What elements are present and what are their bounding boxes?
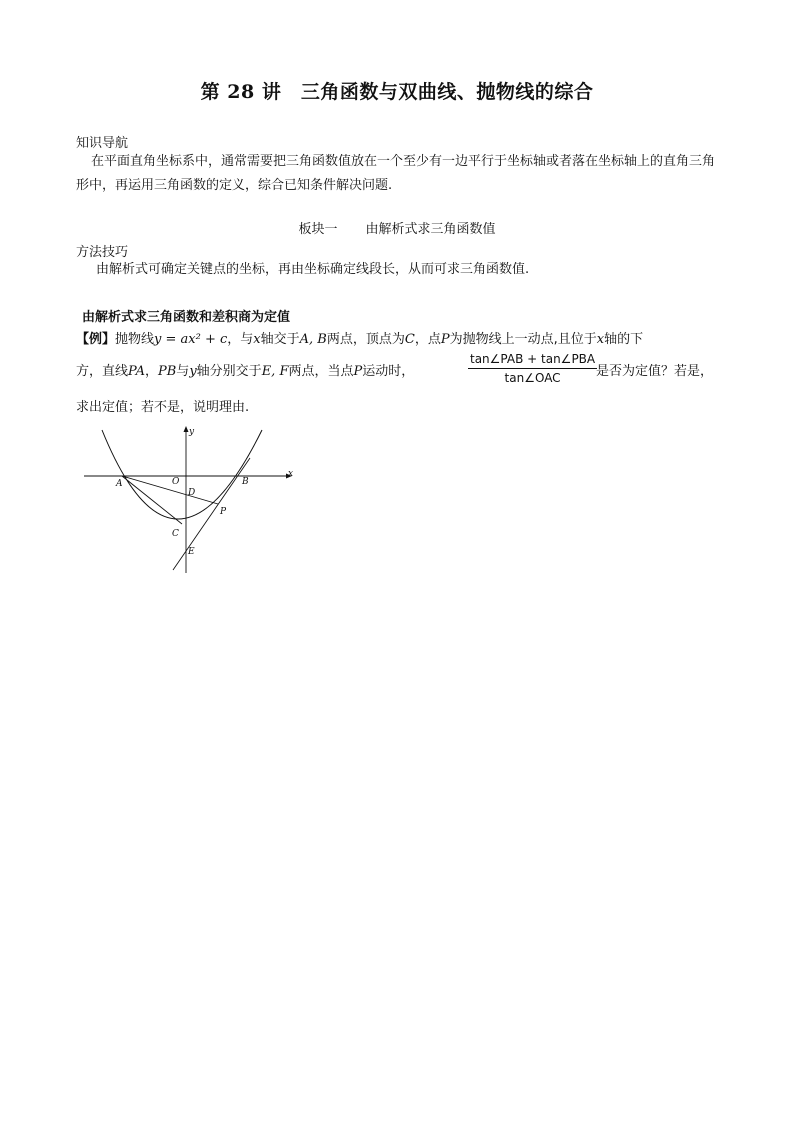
method-paragraph [76, 258, 721, 282]
label-e: E [188, 547, 195, 557]
block-number: 板块一 [298, 222, 338, 237]
y-axis-arrow [184, 426, 189, 432]
line-pb: PB [157, 364, 177, 379]
fraction-denominator: tan∠OAC [504, 371, 561, 385]
var-ef: E, F [261, 364, 289, 379]
method-text: 由解析式可确定关键点的坐标，再由坐标确定线段长，从而可求三角函数值. [96, 262, 530, 277]
text-run: 为抛物线上一动点,且位于 [449, 332, 597, 347]
example-subheading: 由解析式求三角函数和差积商为定值 [82, 310, 291, 325]
var-c: C [404, 332, 415, 347]
text-run: 轴的下 [604, 332, 644, 347]
example-line-2-end: 是否为定值？若是， [596, 364, 714, 379]
label-a: A [116, 479, 123, 489]
text-run: 方，直线 [76, 364, 129, 379]
label-d: D [188, 488, 196, 498]
text-run: 轴分别交于 [196, 364, 262, 379]
text-run: ，与 [227, 332, 254, 347]
var-p: P [440, 332, 450, 347]
parabola-equation: y = ax² + c [154, 332, 228, 347]
example-line-3: 求出定值；若不是，说明理由. [76, 400, 250, 415]
block-name: 由解析式求三角函数值 [365, 222, 496, 237]
label-p: P [220, 507, 227, 517]
example-line-2 [76, 360, 414, 379]
line-pa: PA [128, 364, 145, 379]
method-label: 方法技巧 [76, 245, 129, 260]
var-y: y [189, 364, 197, 379]
text-run: 轴交于 [260, 332, 300, 347]
text-run: 运动时， [362, 364, 415, 379]
tan-fraction [468, 352, 597, 385]
fraction-numerator: tan∠PAB + tan∠PBA [468, 352, 597, 369]
parabola-figure [84, 420, 304, 575]
text-run: 抛物线 [115, 332, 155, 347]
page-title: 第 28 讲 三角函数与双曲线、抛物线的综合 [200, 81, 594, 103]
label-y: y [189, 427, 195, 437]
text-run: 两点，当点 [288, 364, 354, 379]
var-p: P [353, 364, 363, 379]
text-run: ， [144, 364, 158, 379]
knowledge-label: 知识导航 [76, 136, 129, 151]
block-heading [0, 218, 794, 237]
example-tag: 【例】 [76, 332, 116, 347]
line-ap [122, 476, 218, 504]
line-pb-extended [173, 458, 250, 570]
text-run: 与 [176, 364, 190, 379]
var-x: x [596, 332, 605, 347]
text-run: 两点，顶点为 [326, 332, 405, 347]
text-run: ，点 [414, 332, 441, 347]
label-b: B [242, 477, 249, 487]
knowledge-text: 在平面直角坐标系中，通常需要把三角函数值放在一个至少有一边平行于坐标轴或者落在坐标轴上的直角三角形中，再运用三角函数的定义，综合已知条件解决问题. [76, 154, 716, 193]
parabola-curve [102, 430, 262, 519]
label-o: O [172, 477, 180, 487]
var-x: x [253, 332, 261, 347]
label-x: x [288, 469, 294, 479]
label-c: C [172, 529, 179, 539]
example-line-1 [76, 328, 643, 347]
var-ab: A, B [299, 332, 327, 347]
knowledge-paragraph [76, 150, 721, 198]
